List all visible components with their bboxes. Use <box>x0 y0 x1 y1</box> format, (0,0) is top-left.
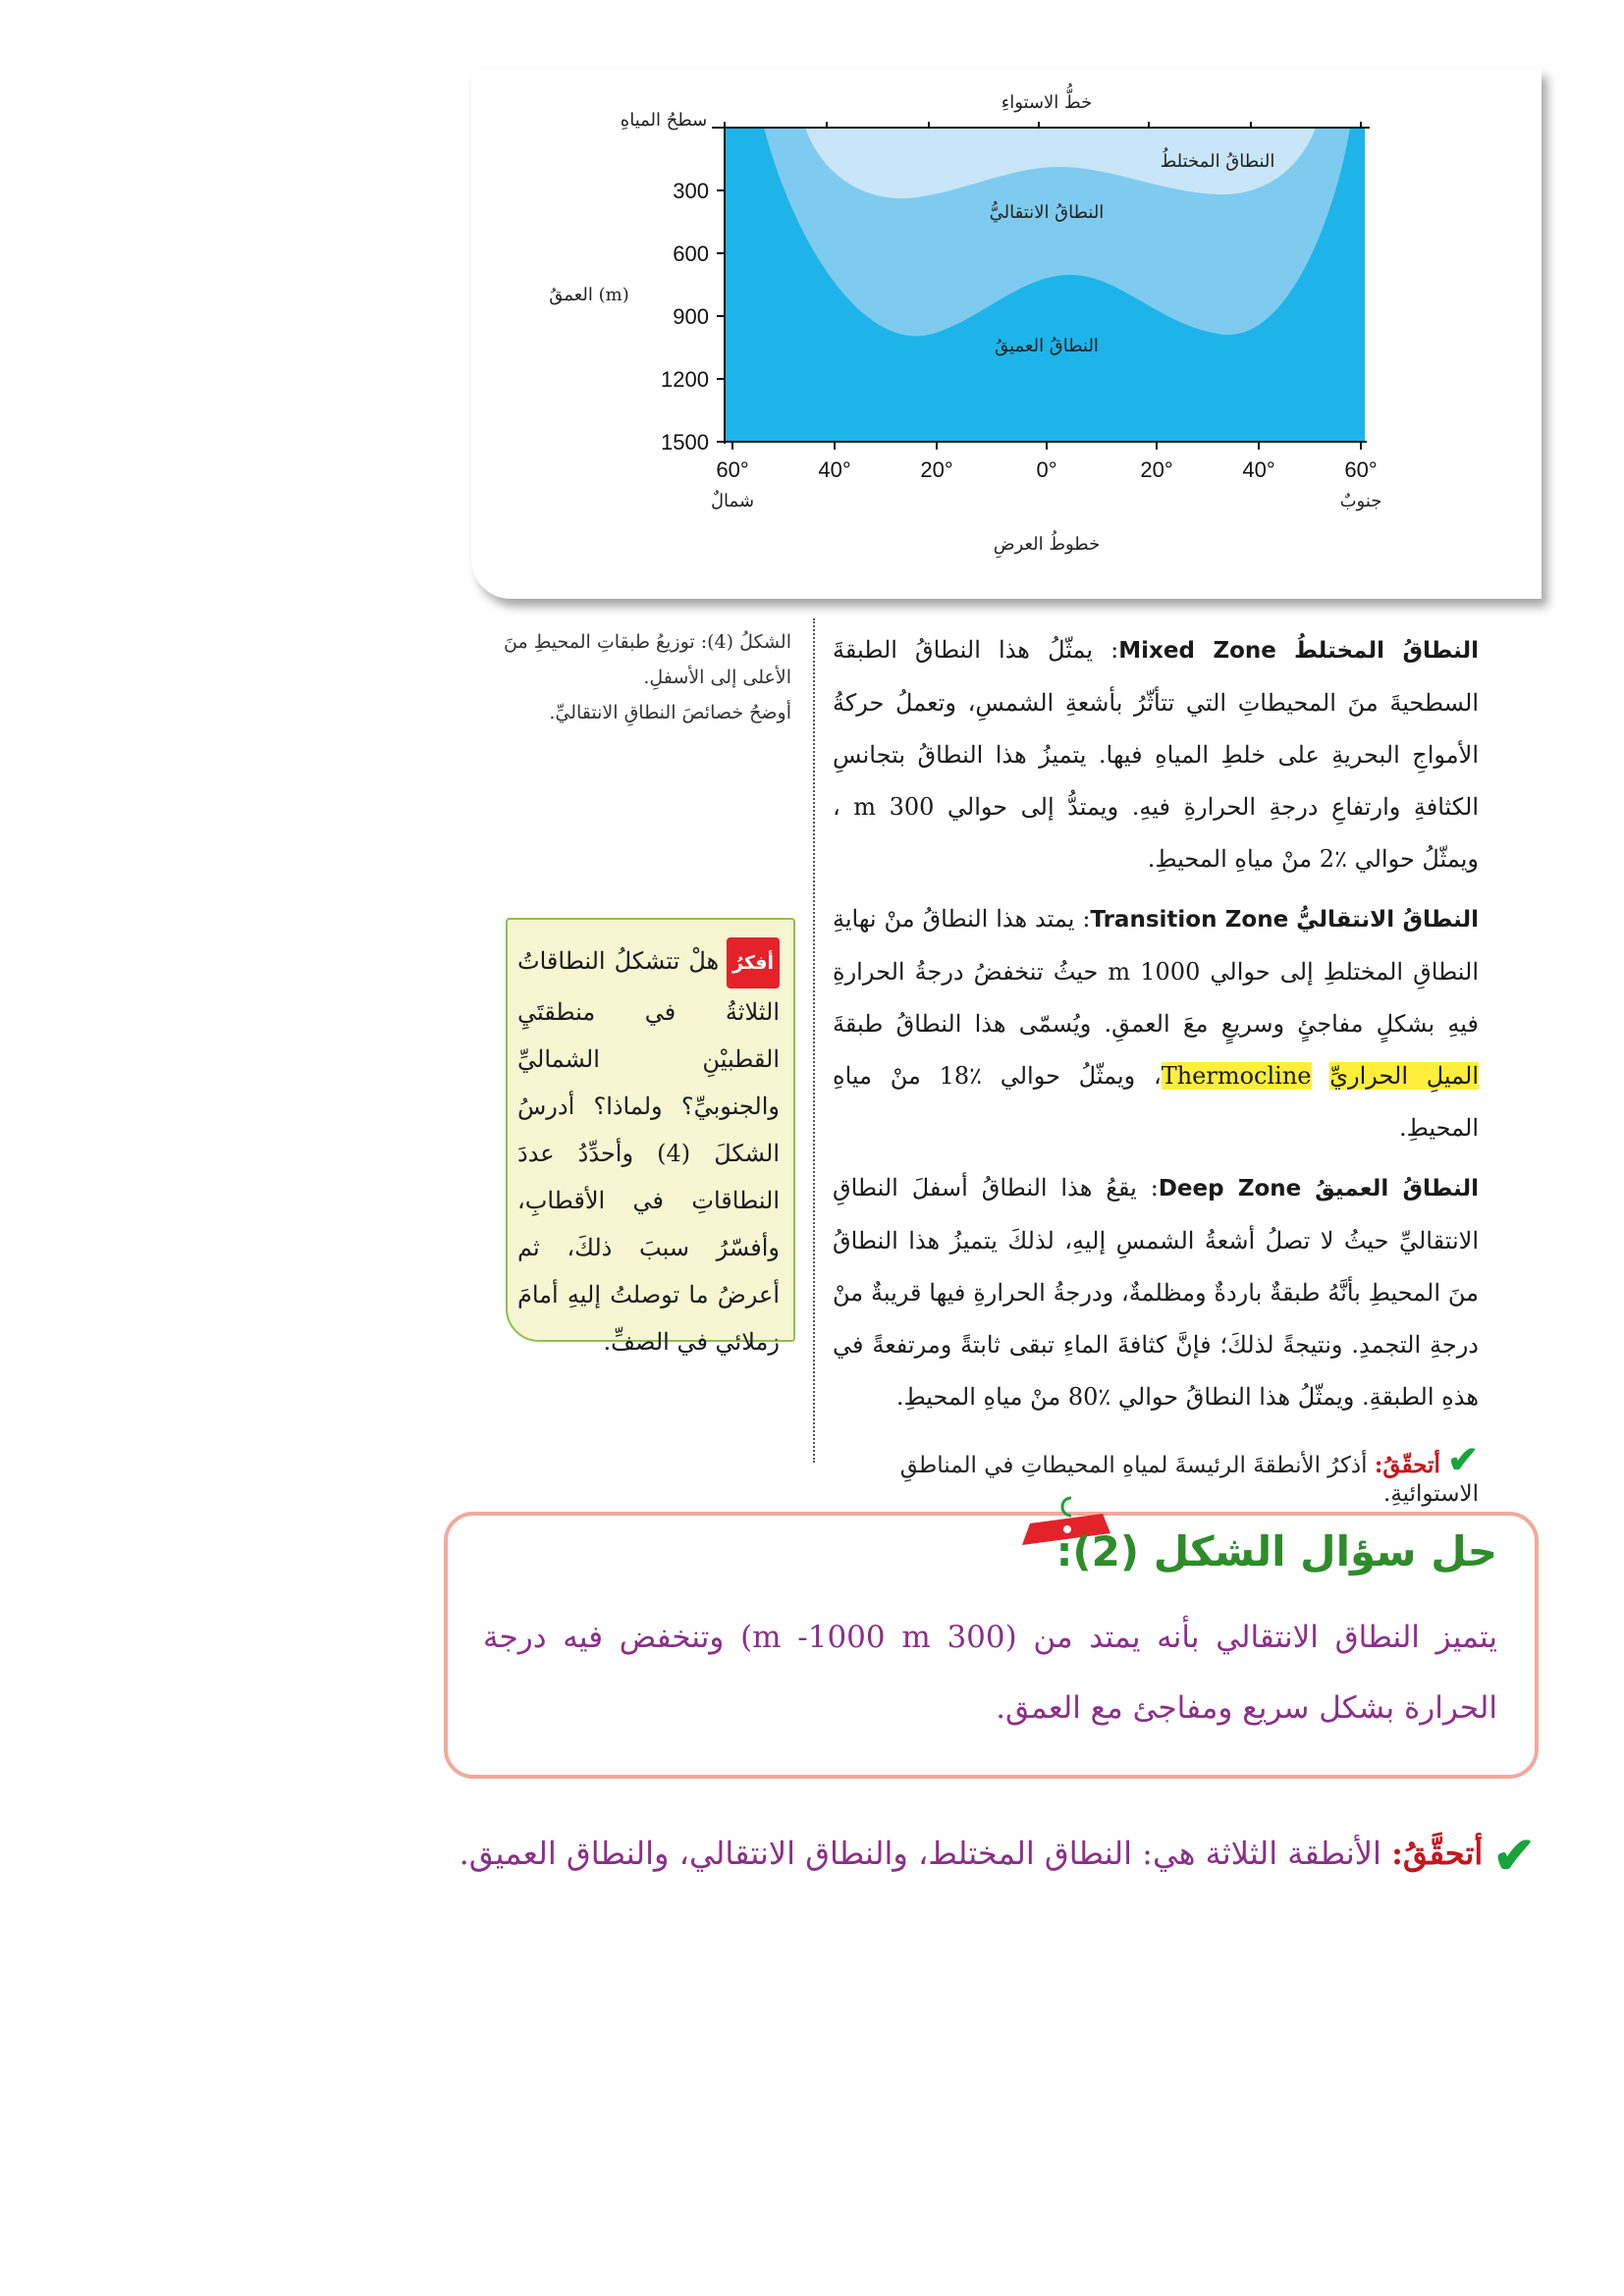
caption-line-1: الشكلُ (4): توزيعُ طبقاتِ المحيطِ منَ <box>504 631 791 653</box>
equator-label: خطُّ الاستواءِ <box>1001 92 1093 113</box>
mixed-zone-term-en: Mixed Zone <box>1118 638 1276 664</box>
mixed-zone-label: النطاقُ المختلطُ <box>1160 151 1275 172</box>
final-check-text: الأنطقة الثلاثة هي: النطاق المختلط، والنطاق الانتقالي، والنطاق العميق. <box>459 1835 1381 1872</box>
deep-zone-term-en: Deep Zone <box>1158 1176 1302 1201</box>
final-check-row <box>460 1826 1536 1886</box>
depth-tick-1500: 1500 <box>661 430 709 454</box>
figure-card <box>471 69 1542 599</box>
depth-tick-300: 300 <box>673 179 709 203</box>
think-question: هلْ تتشكلُ النطاقاتُ الثلاثةُ في منطقتَيِ القطبيْنِ الشماليِّ والجنوبيِّ؟ ولماذا؟ أدرسُ الشكلَ (4) وأحدِّدُ عددَ النطاقاتِ في الأقطابِ، وأفسّرُ سببَ ذلكَ، ثم أعرضُ ما توصلتُ إليهِ أمامَ زملائي في الصفِّ. <box>517 947 781 1356</box>
caption-line-2: الأعلى إلى الأسفلِ. <box>643 667 791 688</box>
north-label: شمالٌ <box>710 491 755 511</box>
lat-tick-60s: 60° <box>1344 457 1378 482</box>
lat-tick-0: 0° <box>1036 457 1057 482</box>
deep-zone-text: : يقعُ هذا النطاقُ أسفلَ النطاقِ الانتقاليِّ حيثُ لا تصلُ أشعةُ الشمسِ إليهِ، لذلكَ يتميزُ هذا النطاقُ منَ المحيطِ بأنَّهُ طبقةٌ باردةٌ ومظلمةٌ، ودرجةُ الحرارةِ فيها قريبةٌ منْ درجةِ التجمدِ. ونتيجةً لذلكَ؛ فإنَّ كثافةَ الماءِ تبقى ثابتةً ومرتفعةً في هذهِ الطبقةِ. ويمثّلُ هذا النطاقُ حوالي ٪80 منْ مياهِ المحيطِ. <box>833 1174 1480 1411</box>
deep-zone-paragraph <box>833 1162 1479 1423</box>
mixed-zone-term: النطاقُ المختلطُ <box>1294 638 1479 664</box>
caption-line-3: أوضحُ خصائصَ النطاقِ الانتقاليِّ. <box>549 702 791 723</box>
bottom-ticks <box>732 442 1361 450</box>
depth-ticks <box>717 190 725 442</box>
think-box <box>506 918 795 1356</box>
deep-zone-label: النطاقُ العميقُ <box>995 336 1099 356</box>
transition-zone-label: النطاقُ الانتقاليُّ <box>989 202 1105 223</box>
check-label: أتحقّقُ: <box>1374 1452 1440 1478</box>
surface-label: سطحُ المياهِ <box>620 110 708 131</box>
final-check-label: أتحقَّقُ: <box>1391 1835 1484 1872</box>
answer-text: يتميز النطاق الانتقالي بأنه يمتد من (300 m -1000 m) وتنخفض فيه درجة الحرارة بشكل سريع ومفاجئ مع العمق. <box>483 1620 1497 1726</box>
thermocline-highlight-en: Thermocline <box>1161 1062 1312 1090</box>
answer-box <box>444 1512 1539 1779</box>
depth-tick-1200: 1200 <box>661 367 709 392</box>
latitude-axis-label: خطوطُ العرضِ <box>993 534 1101 555</box>
mixed-zone-paragraph <box>833 624 1479 885</box>
ocean-layers-diagram <box>471 69 1542 599</box>
think-badge: أفكرُ <box>727 937 780 988</box>
depth-tick-600: 600 <box>673 241 709 266</box>
south-label: جنوبٌ <box>1339 491 1382 511</box>
depth-tick-900: 900 <box>673 304 709 329</box>
think-box-text <box>517 937 780 1365</box>
final-check-icon: ✔ <box>1492 1826 1536 1886</box>
lat-tick-40n: 40° <box>818 457 851 482</box>
mixed-zone-text: : يمثّلُ هذا النطاقُ الطبقةَ السطحيةَ منَ المحيطاتِ التي تتأثّرُ بأشعةِ الشمسِ، وتعملُ حركةُ الأمواجِ البحريةِ على خلطِ المياهِ فيها. يتميزُ هذا النطاقُ بتجانسِ الكثافةِ وارتفاعِ درجةِ الحرارةِ فيهِ. ويمتدُّ إلى حوالي 300 m ، ويمثّلُ حوالي ٪2 منْ مياهِ المحيطِ. <box>833 636 1479 873</box>
transition-zone-term: النطاقُ الانتقاليُّ <box>1296 907 1479 933</box>
answer-title: حل سؤال الشكل (2): <box>1056 1527 1497 1575</box>
thermocline-highlight-ar: الميلِ الحراريِّ <box>1329 1062 1480 1090</box>
transition-zone-text-2: ، ويمثّلُ حوالي ٪18 منْ مياهِ المحيطِ. <box>833 1062 1479 1142</box>
lat-tick-60n: 60° <box>716 457 749 482</box>
main-text-column <box>833 624 1479 1507</box>
check-icon: ✔ <box>1447 1437 1479 1481</box>
transition-zone-paragraph <box>833 893 1479 1154</box>
figure-caption <box>477 624 791 730</box>
lat-tick-20s: 20° <box>1140 457 1173 482</box>
check-text: أذكرُ الأنطقةَ الرئيسةَ لمياهِ المحيطاتِ في المناطقِ الاستوائيةِ. <box>899 1453 1479 1507</box>
column-separator <box>813 618 815 1463</box>
check-question-row <box>833 1437 1479 1507</box>
transition-zone-text-1: : يمتد هذا النطاقُ منْ نهايةِ النطاقِ المختلطِ إلى حوالي 1000 m حيثُ تنخفضُ درجةُ الحرارةِ فيهِ بشكلٍ مفاجئٍ وسريعٍ معَ العمقِ. ويُسمّى هذا النطاقُ طبقةَ <box>833 905 1479 1038</box>
lat-tick-40s: 40° <box>1242 457 1275 482</box>
deep-zone-term: النطاقُ العميقُ <box>1315 1176 1479 1201</box>
lat-tick-20n: 20° <box>920 457 953 482</box>
transition-zone-term-en: Transition Zone <box>1090 907 1289 933</box>
depth-axis-label: العمقُ (m) <box>549 285 629 305</box>
